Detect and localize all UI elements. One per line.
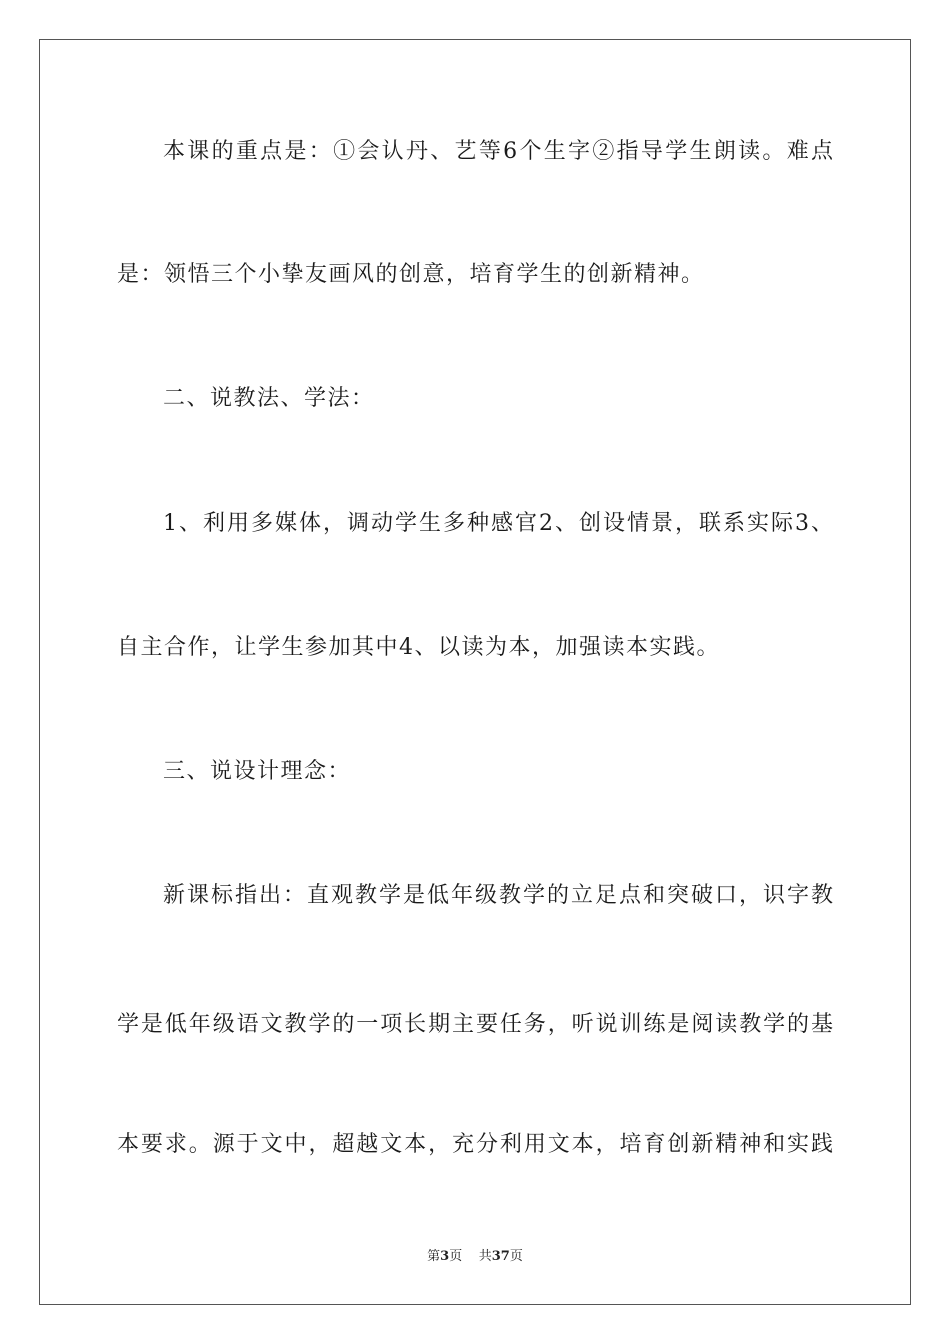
- page-number: 3: [440, 1249, 450, 1264]
- total-pages: 37: [491, 1249, 510, 1264]
- page-border: [39, 39, 911, 1305]
- total-suffix: 页: [509, 1249, 523, 1264]
- page-footer: [0, 1248, 950, 1266]
- section-heading: 二、说教法、学法：: [163, 386, 375, 411]
- paragraph-line: 本要求。源于文中，超越文本，充分利用文本，培育创新精神和实践: [117, 1132, 833, 1157]
- total-prefix: 共: [478, 1249, 492, 1264]
- paragraph-line: 学是低年级语文教学的一项长期主要任务，听说训练是阅读教学的基: [117, 1012, 833, 1037]
- paragraph-line: 是：领悟三个小挚友画风的创意，培育学生的创新精神。: [117, 262, 705, 287]
- paragraph-line: 1、利用多媒体，调动学生多种感官2、创设情景，联系实际3、: [163, 511, 833, 536]
- page-prefix: 第: [427, 1249, 441, 1264]
- section-heading: 三、说设计理念：: [163, 759, 352, 784]
- paragraph-line: 本课的重点是：①会认丹、艺等6个生字②指导学生朗读。难点: [163, 139, 833, 164]
- paragraph-line: 新课标指出：直观教学是低年级教学的立足点和突破口，识字教: [163, 883, 833, 908]
- paragraph-line: 自主合作，让学生参加其中4、以读为本，加强读本实践。: [117, 635, 720, 660]
- page-suffix: 页: [449, 1249, 463, 1264]
